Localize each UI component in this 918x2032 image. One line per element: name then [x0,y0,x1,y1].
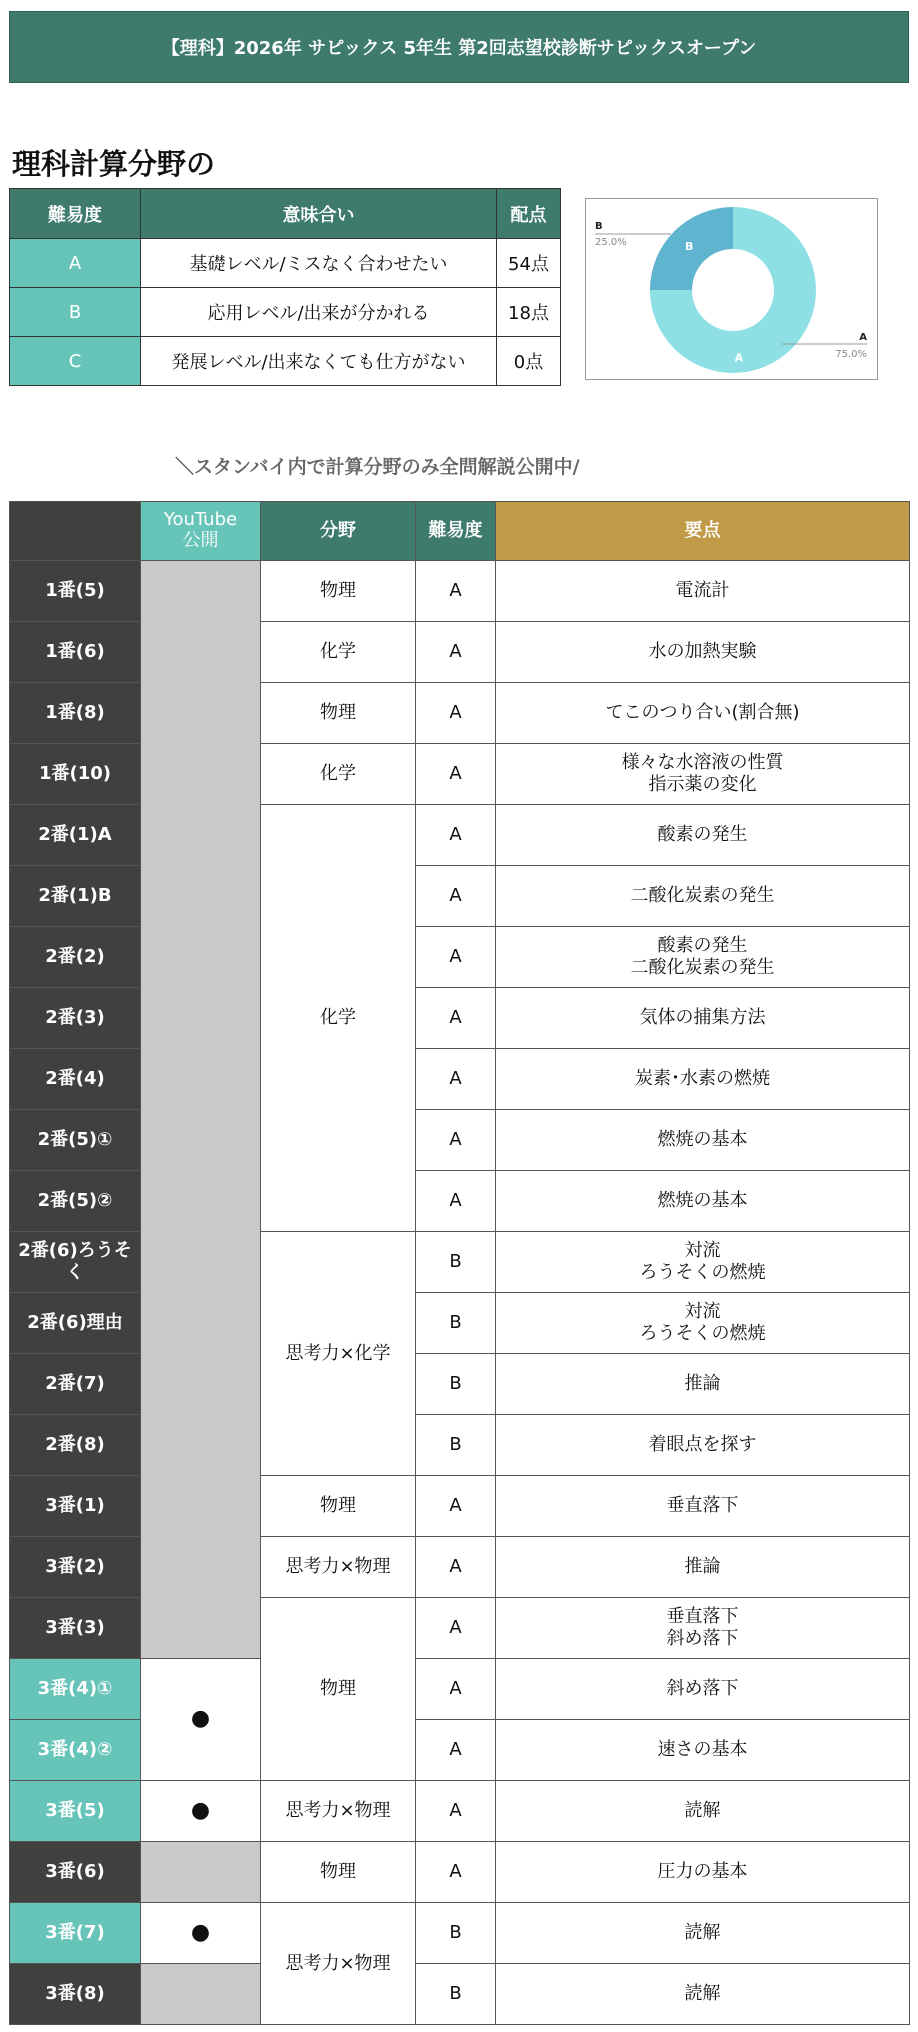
field-cell: 化学 [261,622,416,683]
header-point: 要点 [496,502,910,561]
point-cell: 圧力の基本 [496,1842,910,1903]
question-number: 2番(4) [10,1049,141,1110]
field-cell: 思考力×物理 [261,1781,416,1842]
question-number: 2番(1)B [10,866,141,927]
header-youtube [141,502,261,561]
youtube-unpublished-cell [141,561,261,1659]
point-cell: 速さの基本 [496,1720,910,1781]
legend-label-b: B [595,221,603,232]
question-number: 2番(8) [10,1415,141,1476]
youtube-published-mark: ● [141,1903,261,1964]
donut-chart [585,198,878,380]
level-cell: A [10,239,141,288]
header-level: 難易度 [416,502,496,561]
youtube-published-mark: ● [141,1781,261,1842]
level-cell: A [416,866,496,927]
point-cell: 燃焼の基本 [496,1171,910,1232]
question-number: 2番(2) [10,927,141,988]
table-row [10,1781,910,1842]
question-number: 2番(1)A [10,805,141,866]
header-youtube-label: YouTube 公開 [163,509,238,551]
level-cell: B [416,1903,496,1964]
level-cell: B [416,1964,496,2025]
question-number: 2番(5)② [10,1171,141,1232]
donut-chart-svg [586,199,879,381]
page-banner [9,11,909,83]
question-number: 2番(6)理由 [10,1293,141,1354]
point-cell: 推論 [496,1537,910,1598]
level-cell: A [416,744,496,805]
youtube-unpublished-cell [141,1964,261,2025]
question-number: 3番(5) [10,1781,141,1842]
question-number: 3番(7) [10,1903,141,1964]
point-cell: 電流計 [496,561,910,622]
meaning-cell: 応用レベル/出来が分かれる [141,288,497,337]
meaning-cell: 発展レベル/出来なくても仕方がない [141,337,497,386]
difficulty-table [9,188,561,386]
percent-label-a: 75.0% [835,349,867,360]
slice-label-b: B [684,240,694,254]
table-row [10,1903,910,1964]
meaning-cell: 基礎レベル/ミスなく合わせたい [141,239,497,288]
question-number: 3番(6) [10,1842,141,1903]
level-cell: B [416,1415,496,1476]
point-cell: 水の加熱実験 [496,622,910,683]
difficulty-row [10,337,561,386]
level-cell: A [416,1110,496,1171]
youtube-unpublished-cell [141,1842,261,1903]
point-cell: 斜め落下 [496,1659,910,1720]
questions-table [9,501,910,2025]
point-cell: 気体の捕集方法 [496,988,910,1049]
point-cell: 読解 [496,1903,910,1964]
point-cell: 炭素･水素の燃焼 [496,1049,910,1110]
points-cell: 18点 [497,288,561,337]
points-cell: 0点 [497,337,561,386]
point-cell: 対流 ろうそくの燃焼 [496,1232,910,1293]
level-cell: A [416,1049,496,1110]
question-number: 3番(4)① [10,1659,141,1720]
question-number: 2番(7) [10,1354,141,1415]
level-cell: B [416,1293,496,1354]
point-cell: 推論 [496,1354,910,1415]
level-cell: C [10,337,141,386]
question-number: 1番(6) [10,622,141,683]
question-number: 3番(3) [10,1598,141,1659]
notice-text: ＼スタンバイ内で計算分野のみ全問解説公開中/ [175,456,580,478]
difficulty-row [10,239,561,288]
point-cell: 着眼点を探す [496,1415,910,1476]
difficulty-row [10,288,561,337]
point-cell: 読解 [496,1781,910,1842]
level-cell: B [416,1354,496,1415]
question-number: 3番(4)② [10,1720,141,1781]
field-cell: 物理 [261,1842,416,1903]
point-cell: てこのつり合い(割合無) [496,683,910,744]
level-cell: A [416,1171,496,1232]
legend-label-a: A [859,332,867,343]
level-cell: B [416,1232,496,1293]
level-cell: A [416,1842,496,1903]
question-number: 1番(10) [10,744,141,805]
point-cell: 様々な水溶液の性質 指示薬の変化 [496,744,910,805]
level-cell: A [416,1781,496,1842]
field-cell: 思考力×物理 [261,1537,416,1598]
point-cell: 対流 ろうそくの燃焼 [496,1293,910,1354]
question-number: 2番(6)ろうそく [10,1232,141,1293]
level-cell: A [416,988,496,1049]
field-cell: 思考力×物理 [261,1903,416,2025]
question-number: 3番(8) [10,1964,141,2025]
point-cell: 酸素の発生 二酸化炭素の発生 [496,927,910,988]
field-cell: 物理 [261,683,416,744]
level-cell: A [416,1598,496,1659]
table-row [10,561,910,622]
table-row [10,1659,910,1720]
level-cell: A [416,1720,496,1781]
field-cell: 物理 [261,561,416,622]
question-number: 2番(5)① [10,1110,141,1171]
field-cell: 化学 [261,805,416,1232]
question-number: 1番(8) [10,683,141,744]
banner-title: 【理科】2026年 サピックス 5年生 第2回志望校診断サピックスオープン [161,38,757,59]
header-meaning: 意味合い [141,189,497,239]
point-cell: 垂直落下 [496,1476,910,1537]
point-cell: 垂直落下 斜め落下 [496,1598,910,1659]
level-cell: A [416,1537,496,1598]
header-field: 分野 [261,502,416,561]
header-points: 配点 [497,189,561,239]
field-cell: 物理 [261,1476,416,1537]
difficulty-header-row [10,189,561,239]
youtube-published-mark: ● [141,1659,261,1781]
level-cell: A [416,622,496,683]
point-cell: 二酸化炭素の発生 [496,866,910,927]
question-number: 1番(5) [10,561,141,622]
table-row [10,1842,910,1903]
table-row [10,1964,910,2025]
level-cell: A [416,1476,496,1537]
level-cell: A [416,1659,496,1720]
field-cell: 思考力×化学 [261,1232,416,1476]
point-cell: 読解 [496,1964,910,2025]
section-title: 理科計算分野の [12,147,216,181]
slice-label-a: A [734,351,744,365]
point-cell: 燃焼の基本 [496,1110,910,1171]
point-cell: 酸素の発生 [496,805,910,866]
points-cell: 54点 [497,239,561,288]
field-cell: 物理 [261,1598,416,1781]
level-cell: A [416,561,496,622]
level-cell: A [416,805,496,866]
questions-header-row [10,502,910,561]
level-cell: A [416,927,496,988]
percent-label-b: 25.0% [595,237,627,248]
question-number: 2番(3) [10,988,141,1049]
field-cell: 化学 [261,744,416,805]
level-cell: B [10,288,141,337]
header-level: 難易度 [10,189,141,239]
question-number: 3番(1) [10,1476,141,1537]
level-cell: A [416,683,496,744]
header-question [10,502,141,561]
question-number: 3番(2) [10,1537,141,1598]
